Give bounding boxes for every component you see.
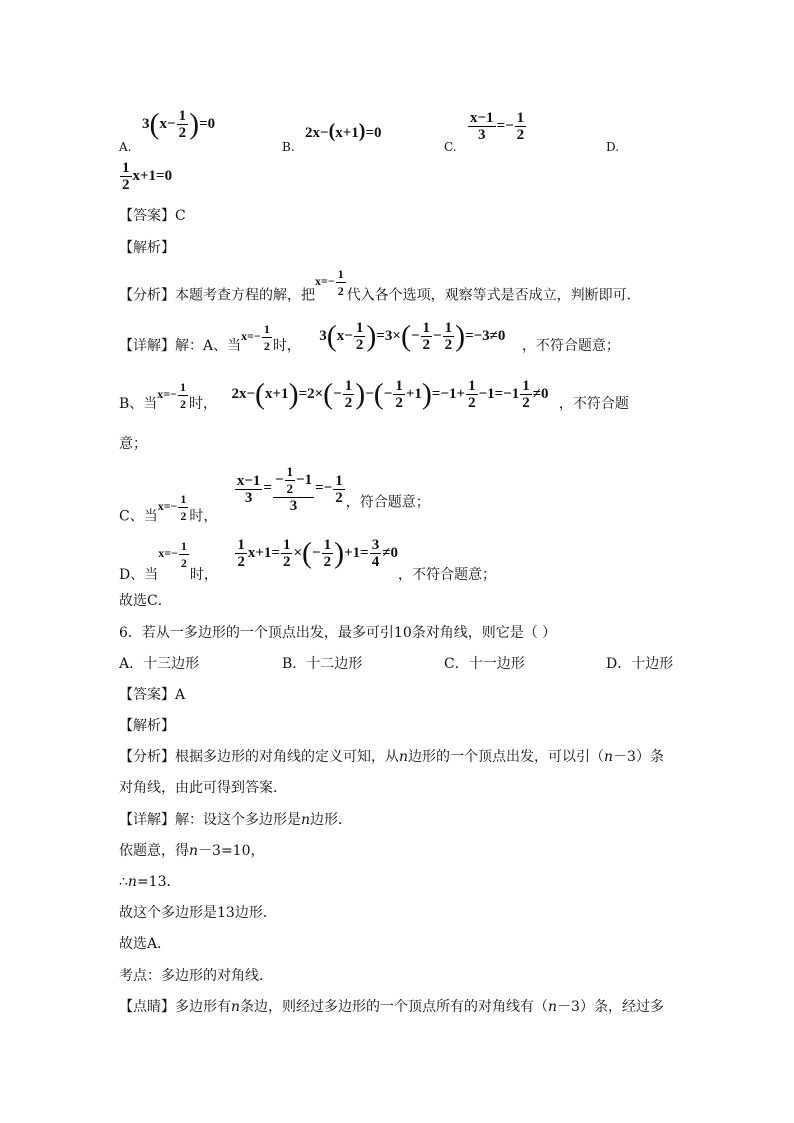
conclusion-q5: 故选C． <box>119 593 172 609</box>
analysis-fenxi-q6: 【分析】根据多边形的对角线的定义可知，从n边形的一个顶点出发，可以引（n－3）条 <box>119 749 664 765</box>
option-d-label: D. <box>606 140 620 154</box>
analysis-fenxi-q6-line2: 对角线，由此可得到答案． <box>119 780 287 796</box>
answer-q6: 【答案】A <box>119 687 186 703</box>
analysis-title-q5: 【解析】 <box>119 240 175 256</box>
detail-q6-2: 依题意，得n－3=10， <box>119 843 265 859</box>
conclusion-q6: 故选A． <box>119 936 172 952</box>
option-a-equation: 3(x− $\frac{1}{2}$ )=0 <box>142 107 216 141</box>
answer-q5: 【答案】C <box>119 208 186 224</box>
q6-option-c: C．十一边形 <box>444 656 525 672</box>
detail-b-continued: 意； <box>119 436 147 452</box>
q6-option-d: D．十边形 <box>606 656 674 672</box>
kaodian-q6: 考点：多边形的对角线． <box>119 968 273 984</box>
detail-a: 【详解】解：A、当x=− $\frac{1}{2}$ 时， 3(x− $\frac{1}{2}$ )=3×(− $\frac{1}{2}$ − $\frac{1}{2}$ )=−3≠0 ，不符合题意； <box>119 319 620 354</box>
analysis-fenxi-q5: 【分析】本题考查方程的解，把x=− $\frac{1}{2}$ 代入各个选项，观察等式是否成立，判断即可． <box>119 267 641 304</box>
detail-q6-4: 故这个多边形是13边形． <box>119 905 277 921</box>
analysis-title-q6: 【解析】 <box>119 718 175 734</box>
detail-q6-3: ∴n=13． <box>119 874 181 890</box>
q6-option-a: A．十三边形 <box>119 656 200 672</box>
option-a-label: A. <box>119 140 132 154</box>
question-6: 6．若从一多边形的一个顶点出发，最多可引10条对角线，则它是（ ） <box>119 625 557 641</box>
option-b-equation: 2x−(x+1)=0 <box>305 120 382 142</box>
detail-d: D、当x=− $\frac{1}{2}$ 时， $\frac{1}{2}$ x+1= $\frac{1}{2}$ ×(− $\frac{1}{2}$ )+1= $\frac{3}{4}$ ≠0，不符合题意； <box>119 536 496 583</box>
dianjing-q6: 【点睛】多边形有n条边，则经过多边形的一个顶点所有的对角线有（n－3）条，经过多 <box>119 999 664 1015</box>
detail-b: B、当x=− $\frac{1}{2}$ 时， 2x−(x+1)=2×(− $\frac{1}{2}$ )−(− $\frac{1}{2}$ +1)=−1+ $\frac{1}{2}$ −1=−1 $\frac{1}{2}$ ≠0 ，不符合题 <box>119 377 629 412</box>
option-c-equation: $\frac{x-1}{3}$ =− $\frac{1}{2}$ <box>470 110 525 143</box>
option-c-label: C. <box>444 140 457 154</box>
detail-q6-1: 【详解】解：设这个多边形是n边形． <box>119 812 353 828</box>
option-b-label: B. <box>282 140 295 154</box>
detail-c: C、当x=− $\frac{1}{2}$ 时， $\frac{x-1}{3}$ = − $\frac{1}{2}$ −1 3 =− $\frac{1}{2}$ ，符合题意； <box>119 464 430 525</box>
option-d-equation: $\frac{1}{2}$ x+1=0 <box>122 160 173 193</box>
q6-option-b: B．十二边形 <box>282 656 363 672</box>
